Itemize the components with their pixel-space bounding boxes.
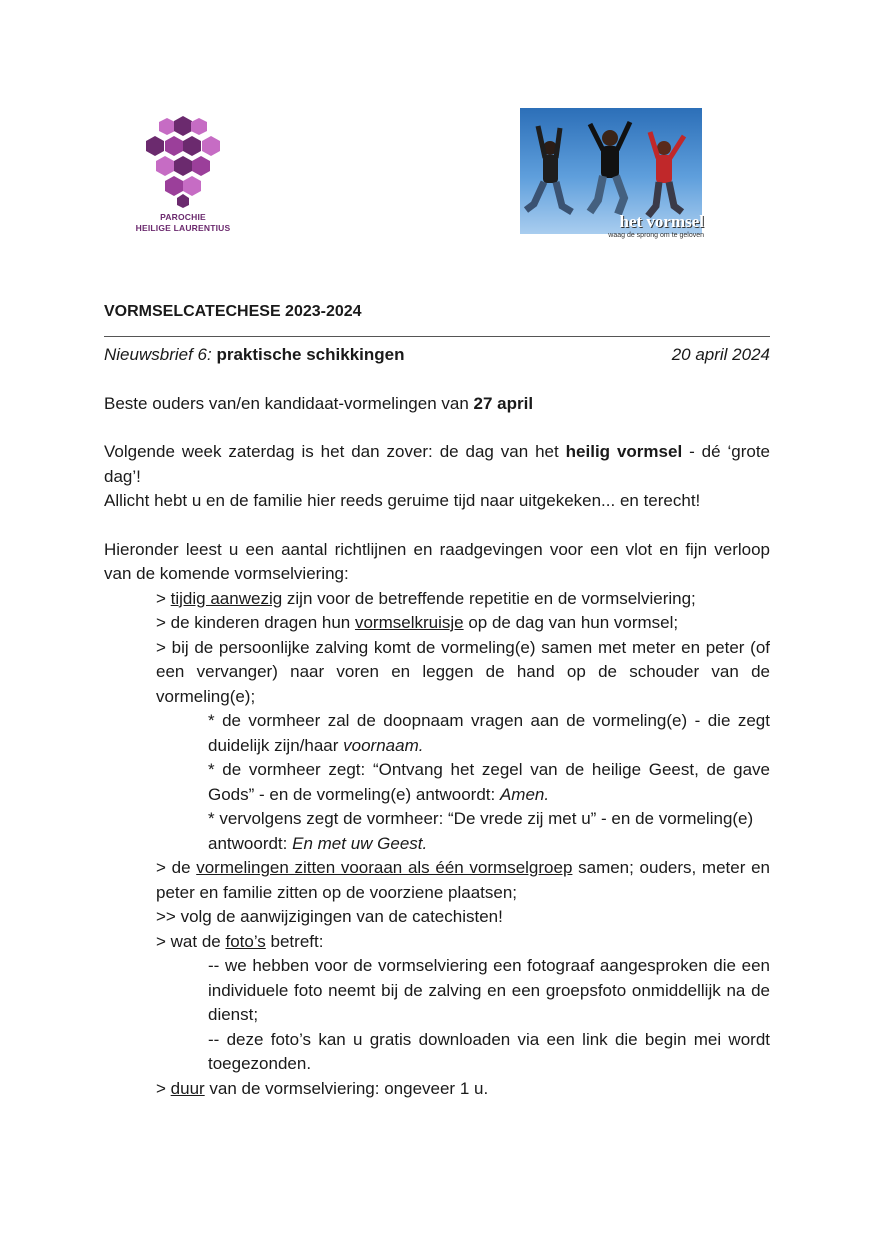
guideline-item: > de kinderen dragen hun vormselkruisje op de dag van hun vormsel;: [156, 613, 679, 632]
photo-title: het vormsel: [619, 212, 704, 231]
guidelines-intro: Hieronder leest u een aantal richtlijnen en raadgevingen voor een vlot en fijn verloop van de komende vormselviering:: [104, 539, 770, 583]
newsletter-body: [104, 300, 770, 1101]
title-rule: [104, 336, 770, 337]
guideline-subitem: * de vormheer zal de doopnaam vragen aan de vormeling(e) - die zegt duidelijk zijn/haar voornaam.: [208, 711, 770, 755]
parish-logo-line2: HEILIGE LAURENTIUS: [135, 223, 231, 233]
newsletter-label: Nieuwsbrief 6:: [104, 345, 212, 364]
guideline-item: > de vormelingen zitten vooraan als één vormselgroep samen; ouders, meter en peter en familie zitten op de voorziene plaatsen;: [156, 858, 770, 902]
guideline-subitem: * de vormheer zegt: “Ontvang het zegel van de heilige Geest, de gave Gods” - en de vormeling(e) antwoordt: Amen.: [208, 760, 770, 804]
newsletter-date: 20 april 2024: [671, 345, 770, 364]
photo-subitem: -- deze foto’s kan u gratis downloaden via een link die begin mei wordt toegezonden.: [208, 1029, 770, 1073]
parish-logo-line1: PAROCHIE: [160, 212, 206, 222]
grape-cluster-icon: [143, 116, 223, 208]
greeting: Beste ouders van/en kandidaat-vormelingen van 27 april: [104, 393, 534, 413]
intro-paragraph: Volgende week zaterdag is het dan zover: de dag van het heilig vormsel - dé ‘grote dag’!: [104, 442, 770, 486]
vormsel-photo-caption: [600, 213, 704, 240]
guideline-item: >> volg de aanwijzigingen van de catechisten!: [156, 907, 503, 926]
document-title: VORMSELCATECHESE 2023-2024: [104, 303, 362, 320]
newsletter-header: [104, 343, 770, 368]
guideline-subitem: * vervolgens zegt de vormheer: “De vrede zij met u” - en de vormeling(e) antwoordt: En met uw Geest.: [208, 809, 754, 853]
photo-subitem: -- we hebben voor de vormselviering een fotograaf aangesproken die een individuele foto neemt bij de zalving en een groepsfoto onmiddellijk na de dienst;: [208, 956, 770, 1024]
intro-paragraph-2: Allicht hebt u en de familie hier reeds geruime tijd naar uitgekeken... en terecht!: [104, 491, 701, 510]
guideline-item: > bij de persoonlijke zalving komt de vormeling(e) samen met meter en peter (of een vervanger) naar voren en leggen de hand op de schouder van de vormeling(e);: [156, 637, 770, 706]
guideline-item: > duur van de vormselviering: ongeveer 1 u.: [156, 1078, 489, 1098]
guideline-item: > wat de foto’s betreft:: [156, 931, 324, 951]
newsletter-topic: praktische schikkingen: [216, 345, 405, 364]
photo-subtitle: waag de sprong om te geloven: [608, 232, 704, 239]
parish-logo: [128, 116, 238, 251]
guideline-item: > tijdig aanwezig zijn voor de betreffende repetitie en de vormselviering;: [156, 588, 696, 608]
